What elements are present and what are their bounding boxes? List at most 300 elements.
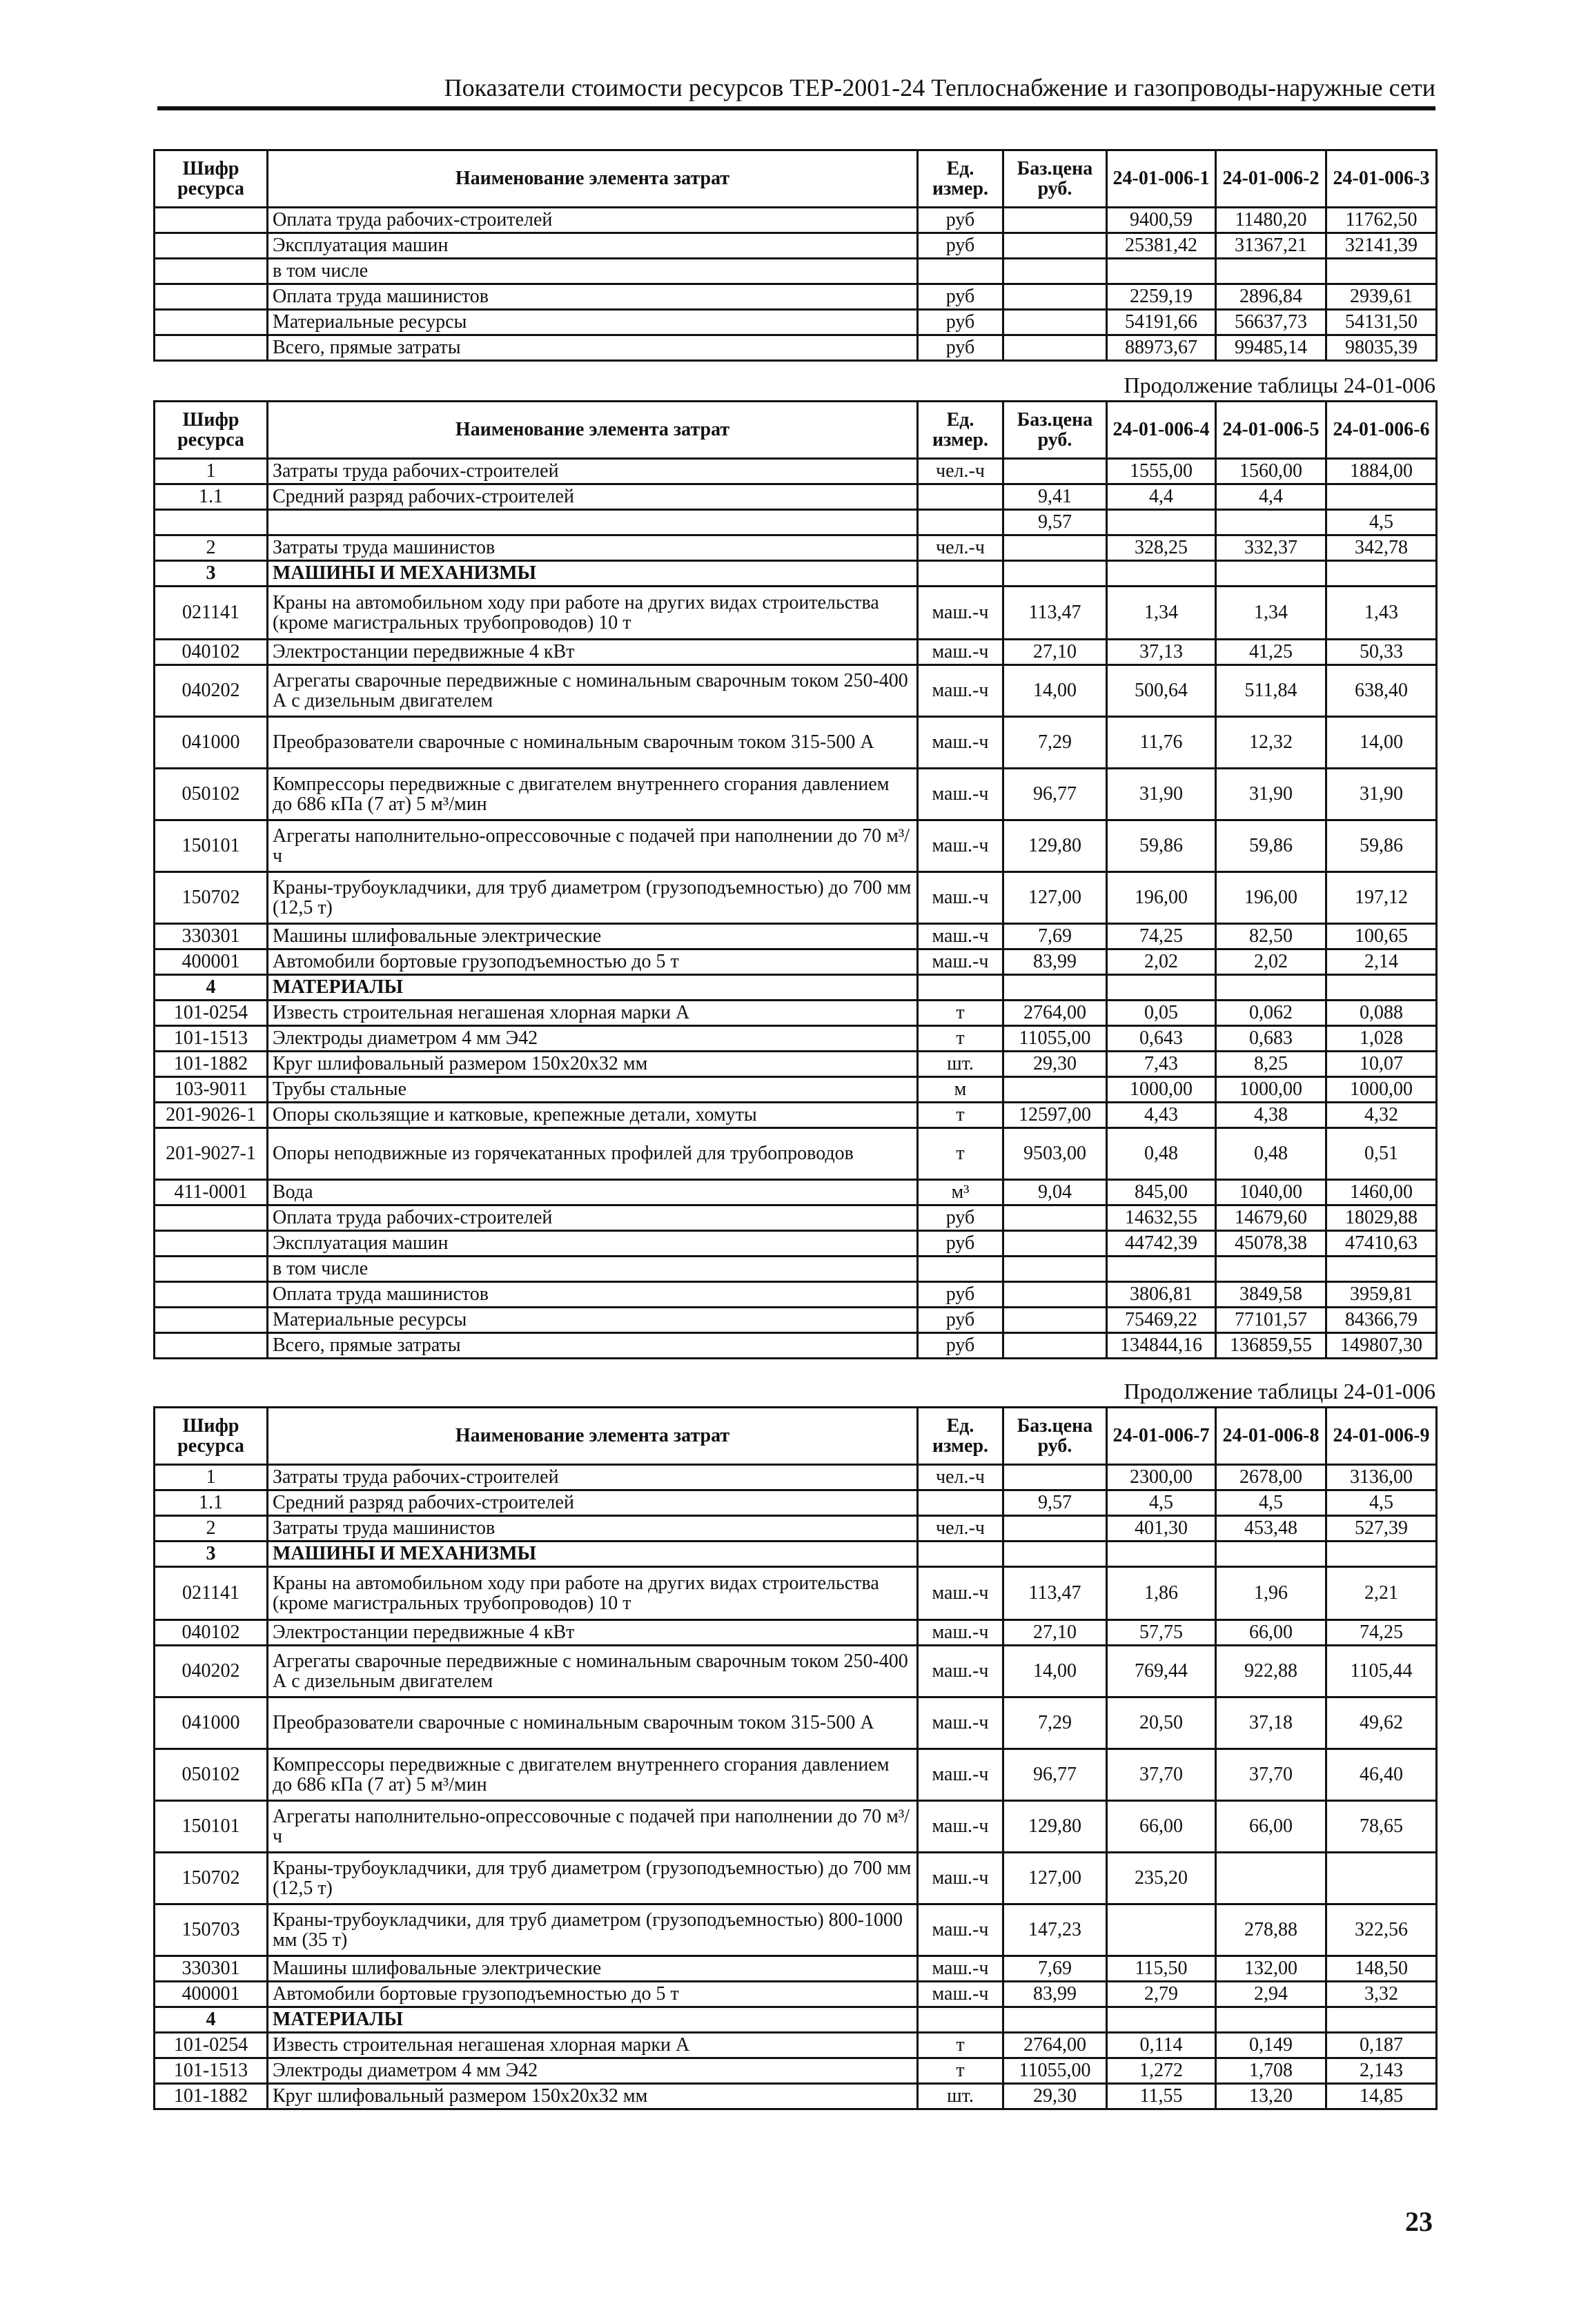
cell-price: [1003, 1308, 1107, 1333]
cell-price: [1003, 459, 1107, 484]
cell-code: 330301: [155, 924, 268, 949]
cell-price: 2764,00: [1003, 2033, 1107, 2058]
cell-unit: маш.-ч: [918, 640, 1003, 665]
cell-name: Автомобили бортовые грузоподъемностью до 5 т: [268, 1982, 918, 2007]
cell-value: 2259,19: [1107, 284, 1216, 310]
table-row: [155, 510, 1437, 535]
cell-name: Оплата труда машинистов: [268, 1282, 918, 1308]
cell-price: 9,57: [1003, 510, 1107, 535]
table-header-row: [155, 150, 1437, 208]
cell-name: Оплата труда рабочих-строителей: [268, 1205, 918, 1231]
cell-value: 98035,39: [1326, 335, 1437, 361]
cell-value: 37,18: [1216, 1697, 1326, 1749]
cell-value: 54131,50: [1326, 310, 1437, 335]
cell-name: Всего, прямые затраты: [268, 335, 918, 361]
table-row: [155, 1465, 1437, 1490]
cell-code: 040202: [155, 665, 268, 717]
cell-price: 96,77: [1003, 1749, 1107, 1801]
cell-value: 14679,60: [1216, 1205, 1326, 1231]
cell-code: [155, 1282, 268, 1308]
cell-value: 3849,58: [1216, 1282, 1326, 1308]
cell-code: 101-1513: [155, 2058, 268, 2084]
cell-code: 150702: [155, 872, 268, 924]
cell-value: 328,25: [1107, 535, 1216, 561]
col-header-rate: 24-01-006-8: [1216, 1408, 1326, 1465]
cell-name: [268, 510, 918, 535]
col-header-price: Баз.цена руб.: [1003, 402, 1107, 459]
cell-value: 0,48: [1107, 1128, 1216, 1180]
cell-name: Эксплуатация машин: [268, 1231, 918, 1257]
cost-table-1: [153, 149, 1438, 362]
cell-value: [1107, 975, 1216, 1001]
cell-price: 11055,00: [1003, 1026, 1107, 1052]
cell-value: 47410,63: [1326, 1231, 1437, 1257]
cell-value: 14632,55: [1107, 1205, 1216, 1231]
cell-value: 41,25: [1216, 640, 1326, 665]
cell-price: 14,00: [1003, 665, 1107, 717]
cell-price: 83,99: [1003, 949, 1107, 975]
table-row: [155, 335, 1437, 361]
table-row: [155, 2084, 1437, 2109]
col-header-rate: 24-01-006-7: [1107, 1408, 1216, 1465]
cell-value: 13,20: [1216, 2084, 1326, 2109]
cell-price: [1003, 975, 1107, 1001]
cell-price: 9,41: [1003, 484, 1107, 510]
cell-value: 37,70: [1216, 1749, 1326, 1801]
cell-price: 29,30: [1003, 2084, 1107, 2109]
cell-name: Агрегаты сварочные передвижные с номинальным сварочным током 250-400 А с дизельным двигателем: [268, 1646, 918, 1697]
cell-unit: шт.: [918, 1052, 1003, 1077]
cell-value: 278,88: [1216, 1904, 1326, 1956]
cell-value: 1000,00: [1326, 1077, 1437, 1103]
cell-value: 46,40: [1326, 1749, 1437, 1801]
table-row: [155, 640, 1437, 665]
cell-name: Автомобили бортовые грузоподъемностью до 5 т: [268, 949, 918, 975]
cell-code: 101-0254: [155, 1001, 268, 1026]
cell-value: 37,13: [1107, 640, 1216, 665]
cell-unit: м: [918, 1077, 1003, 1103]
cell-price: 113,47: [1003, 1567, 1107, 1620]
cell-unit: [918, 2007, 1003, 2033]
cell-name: МАШИНЫ И МЕХАНИЗМЫ: [268, 1542, 918, 1567]
cell-value: 4,4: [1107, 484, 1216, 510]
col-header-price: Баз.цена руб.: [1003, 1408, 1107, 1465]
cost-table-2: [153, 400, 1438, 1359]
cell-value: 20,50: [1107, 1697, 1216, 1749]
cell-value: [1216, 1257, 1326, 1282]
table-row: [155, 1801, 1437, 1853]
table-row: [155, 1308, 1437, 1333]
cell-value: 1,028: [1326, 1026, 1437, 1052]
cell-name: Преобразователи сварочные с номинальным сварочным током 315-500 А: [268, 717, 918, 769]
cell-value: 82,50: [1216, 924, 1326, 949]
cell-name: Средний разряд рабочих-строителей: [268, 484, 918, 510]
cell-unit: чел.-ч: [918, 535, 1003, 561]
cell-unit: маш.-ч: [918, 1982, 1003, 2007]
cell-value: [1216, 2007, 1326, 2033]
col-header-code: Шифр ресурса: [155, 150, 268, 208]
cell-value: 638,40: [1326, 665, 1437, 717]
cell-price: [1003, 1333, 1107, 1359]
cell-unit: т: [918, 1026, 1003, 1052]
table-row: [155, 459, 1437, 484]
cell-unit: маш.-ч: [918, 1620, 1003, 1646]
cell-price: [1003, 335, 1107, 361]
table-row: [155, 820, 1437, 872]
cell-unit: руб: [918, 1282, 1003, 1308]
cell-code: [155, 259, 268, 284]
cell-value: [1107, 561, 1216, 587]
cell-price: [1003, 1465, 1107, 1490]
table-body: [155, 1465, 1437, 2109]
cell-value: 11,55: [1107, 2084, 1216, 2109]
cell-code: 1.1: [155, 484, 268, 510]
cell-value: 57,75: [1107, 1620, 1216, 1646]
page-header: [157, 66, 1435, 110]
cell-value: 149807,30: [1326, 1333, 1437, 1359]
table-row: [155, 1749, 1437, 1801]
cell-price: 7,69: [1003, 924, 1107, 949]
table-row: [155, 1128, 1437, 1180]
cell-value: 2678,00: [1216, 1465, 1326, 1490]
cell-price: [1003, 1231, 1107, 1257]
cell-value: 1,86: [1107, 1567, 1216, 1620]
cell-value: 77101,57: [1216, 1308, 1326, 1333]
cell-unit: маш.-ч: [918, 820, 1003, 872]
cell-value: 2896,84: [1216, 284, 1326, 310]
cell-price: [1003, 1257, 1107, 1282]
cell-name: Краны на автомобильном ходу при работе на других видах строительства (кроме магистральных трубопроводов) 10 т: [268, 1567, 918, 1620]
table-row: [155, 1231, 1437, 1257]
cell-name: Материальные ресурсы: [268, 310, 918, 335]
cell-value: [1326, 975, 1437, 1001]
cell-unit: маш.-ч: [918, 1904, 1003, 1956]
cell-name: Электростанции передвижные 4 кВт: [268, 1620, 918, 1646]
cell-value: 196,00: [1216, 872, 1326, 924]
cell-price: [1003, 233, 1107, 259]
cell-price: 147,23: [1003, 1904, 1107, 1956]
cell-value: 11762,50: [1326, 208, 1437, 233]
cell-unit: маш.-ч: [918, 949, 1003, 975]
col-header-price: Баз.цена руб.: [1003, 150, 1107, 208]
cell-code: [155, 1205, 268, 1231]
cell-value: [1326, 2007, 1437, 2033]
cell-name: Эксплуатация машин: [268, 233, 918, 259]
cell-unit: [918, 561, 1003, 587]
cell-price: 127,00: [1003, 872, 1107, 924]
cell-value: [1107, 1542, 1216, 1567]
cost-table-3: [153, 1406, 1438, 2110]
cell-unit: руб: [918, 1205, 1003, 1231]
cell-value: 0,643: [1107, 1026, 1216, 1052]
cell-code: 040202: [155, 1646, 268, 1697]
cell-value: 1,34: [1107, 587, 1216, 640]
cell-value: 922,88: [1216, 1646, 1326, 1697]
cell-code: 021141: [155, 587, 268, 640]
cell-price: 113,47: [1003, 587, 1107, 640]
cell-value: 37,70: [1107, 1749, 1216, 1801]
cell-name: Агрегаты наполнительно-опрессовочные с подачей при наполнении до 70 м³/ч: [268, 820, 918, 872]
cell-value: 14,85: [1326, 2084, 1437, 2109]
cell-value: 31,90: [1326, 769, 1437, 820]
cell-name: Агрегаты сварочные передвижные с номинальным сварочным током 250-400 А с дизельным двигателем: [268, 665, 918, 717]
cell-value: 75469,22: [1107, 1308, 1216, 1333]
col-header-code: Шифр ресурса: [155, 1408, 268, 1465]
cell-value: 1105,44: [1326, 1646, 1437, 1697]
table-row: [155, 1001, 1437, 1026]
cell-name: Машины шлифовальные электрические: [268, 924, 918, 949]
cell-price: [1003, 561, 1107, 587]
table-row: [155, 872, 1437, 924]
cell-value: 1000,00: [1107, 1077, 1216, 1103]
cell-unit: руб: [918, 1333, 1003, 1359]
col-header-rate: 24-01-006-3: [1326, 150, 1437, 208]
cell-code: 3: [155, 561, 268, 587]
cell-unit: т: [918, 1103, 1003, 1128]
cell-value: 3806,81: [1107, 1282, 1216, 1308]
cell-value: 2,79: [1107, 1982, 1216, 2007]
cell-value: 78,65: [1326, 1801, 1437, 1853]
cell-price: [1003, 259, 1107, 284]
cell-code: 4: [155, 975, 268, 1001]
cell-value: 100,65: [1326, 924, 1437, 949]
table-row: [155, 1567, 1437, 1620]
col-header-rate: 24-01-006-1: [1107, 150, 1216, 208]
cell-unit: [918, 1490, 1003, 1516]
cell-value: 4,5: [1216, 1490, 1326, 1516]
cell-name: Краны на автомобильном ходу при работе на других видах строительства (кроме магистральных трубопроводов) 10 т: [268, 587, 918, 640]
cell-name: Краны-трубоукладчики, для труб диаметром (грузоподъемностью) 800-1000 мм (35 т): [268, 1904, 918, 1956]
table-row: [155, 1257, 1437, 1282]
header-title: Показатели стоимости ресурсов ТЕР-2001-24 Теплоснабжение и газопроводы-наружные сети: [444, 74, 1435, 101]
page-number: 23: [1405, 2206, 1433, 2237]
cell-value: [1107, 2007, 1216, 2033]
cell-name: Опоры неподвижные из горячекатанных профилей для трубопроводов: [268, 1128, 918, 1180]
cell-code: 400001: [155, 1982, 268, 2007]
cell-value: [1326, 484, 1437, 510]
cell-code: [155, 1257, 268, 1282]
cell-value: 4,43: [1107, 1103, 1216, 1128]
table-row: [155, 310, 1437, 335]
cell-value: 31,90: [1107, 769, 1216, 820]
cell-value: 32141,39: [1326, 233, 1437, 259]
cell-value: 45078,38: [1216, 1231, 1326, 1257]
cell-value: 14,00: [1326, 717, 1437, 769]
cell-value: 4,32: [1326, 1103, 1437, 1128]
cell-unit: шт.: [918, 2084, 1003, 2109]
cell-unit: т: [918, 1128, 1003, 1180]
table-row: [155, 924, 1437, 949]
table-row: [155, 949, 1437, 975]
cell-price: [1003, 1516, 1107, 1542]
cell-value: 0,114: [1107, 2033, 1216, 2058]
cell-value: 196,00: [1107, 872, 1216, 924]
cell-unit: маш.-ч: [918, 1801, 1003, 1853]
cell-price: [1003, 535, 1107, 561]
cell-value: 2,94: [1216, 1982, 1326, 2007]
col-header-name: Наименование элемента затрат: [268, 402, 918, 459]
cell-unit: чел.-ч: [918, 1516, 1003, 1542]
table-row: [155, 1180, 1437, 1205]
cell-name: МАТЕРИАЛЫ: [268, 2007, 918, 2033]
table-body: [155, 208, 1437, 361]
cell-unit: руб: [918, 335, 1003, 361]
cell-name: МАТЕРИАЛЫ: [268, 975, 918, 1001]
cell-value: 59,86: [1326, 820, 1437, 872]
cell-code: 2: [155, 1516, 268, 1542]
cell-value: 54191,66: [1107, 310, 1216, 335]
col-header-rate: 24-01-006-9: [1326, 1408, 1437, 1465]
cell-value: 25381,42: [1107, 233, 1216, 259]
cell-value: 9400,59: [1107, 208, 1216, 233]
cell-code: [155, 510, 268, 535]
cell-value: 2,21: [1326, 1567, 1437, 1620]
cell-value: 0,088: [1326, 1001, 1437, 1026]
cell-code: 150703: [155, 1904, 268, 1956]
table-row: [155, 1956, 1437, 1982]
cell-price: [1003, 310, 1107, 335]
cell-code: 201-9027-1: [155, 1128, 268, 1180]
table-row: [155, 1490, 1437, 1516]
cell-value: [1326, 1257, 1437, 1282]
cell-value: 1560,00: [1216, 459, 1326, 484]
cell-unit: маш.-ч: [918, 769, 1003, 820]
cell-value: 322,56: [1326, 1904, 1437, 1956]
cell-unit: т: [918, 1001, 1003, 1026]
cell-value: 136859,55: [1216, 1333, 1326, 1359]
cell-value: 115,50: [1107, 1956, 1216, 1982]
table-row: [155, 1103, 1437, 1128]
cell-code: [155, 208, 268, 233]
cell-price: 129,80: [1003, 820, 1107, 872]
cell-value: [1107, 1904, 1216, 1956]
cell-unit: маш.-ч: [918, 1646, 1003, 1697]
cell-code: 041000: [155, 1697, 268, 1749]
cell-code: 4: [155, 2007, 268, 2033]
cell-code: 1.1: [155, 1490, 268, 1516]
cell-value: 99485,14: [1216, 335, 1326, 361]
table-row: [155, 1052, 1437, 1077]
cell-name: Оплата труда рабочих-строителей: [268, 208, 918, 233]
cell-value: 56637,73: [1216, 310, 1326, 335]
col-header-unit: Ед. измер.: [918, 150, 1003, 208]
cell-name: Известь строительная негашеная хлорная марки А: [268, 1001, 918, 1026]
table-row: [155, 259, 1437, 284]
cell-value: [1326, 1853, 1437, 1904]
col-header-unit: Ед. измер.: [918, 1408, 1003, 1465]
cell-price: 7,29: [1003, 717, 1107, 769]
col-header-code: Шифр ресурса: [155, 402, 268, 459]
cell-name: в том числе: [268, 1257, 918, 1282]
cell-name: Трубы стальные: [268, 1077, 918, 1103]
cell-value: 1884,00: [1326, 459, 1437, 484]
cell-price: 129,80: [1003, 1801, 1107, 1853]
table-row: [155, 587, 1437, 640]
cell-code: 041000: [155, 717, 268, 769]
cell-value: 148,50: [1326, 1956, 1437, 1982]
cell-name: Агрегаты наполнительно-опрессовочные с подачей при наполнении до 70 м³/ч: [268, 1801, 918, 1853]
table-row: [155, 975, 1437, 1001]
cell-value: 2,143: [1326, 2058, 1437, 2084]
cell-name: Электроды диаметром 4 мм Э42: [268, 1026, 918, 1052]
cell-name: Компрессоры передвижные с двигателем внутреннего сгорания давлением до 686 кПа (7 ат) 5 м³/мин: [268, 1749, 918, 1801]
cell-code: 021141: [155, 1567, 268, 1620]
cell-value: 197,12: [1326, 872, 1437, 924]
cell-name: в том числе: [268, 259, 918, 284]
table-header-row: [155, 402, 1437, 459]
cell-value: 235,20: [1107, 1853, 1216, 1904]
cell-unit: руб: [918, 208, 1003, 233]
table-header-row: [155, 1408, 1437, 1465]
cell-unit: руб: [918, 284, 1003, 310]
cell-name: Средний разряд рабочих-строителей: [268, 1490, 918, 1516]
table-row: [155, 1904, 1437, 1956]
cell-code: [155, 1333, 268, 1359]
cell-value: 1040,00: [1216, 1180, 1326, 1205]
cell-value: 1000,00: [1216, 1077, 1326, 1103]
cell-value: 0,683: [1216, 1026, 1326, 1052]
cell-price: 14,00: [1003, 1646, 1107, 1697]
cell-unit: маш.-ч: [918, 924, 1003, 949]
table-row: [155, 284, 1437, 310]
cell-code: 330301: [155, 1956, 268, 1982]
table-row: [155, 1853, 1437, 1904]
cell-value: 511,84: [1216, 665, 1326, 717]
table-row: [155, 1646, 1437, 1697]
table-row: [155, 717, 1437, 769]
cell-value: [1216, 510, 1326, 535]
table-row: [155, 1205, 1437, 1231]
cell-value: 66,00: [1216, 1801, 1326, 1853]
cell-code: 103-9011: [155, 1077, 268, 1103]
cell-value: 500,64: [1107, 665, 1216, 717]
cell-code: 101-1882: [155, 2084, 268, 2109]
cell-value: 2939,61: [1326, 284, 1437, 310]
cell-value: 4,5: [1107, 1490, 1216, 1516]
cell-value: 401,30: [1107, 1516, 1216, 1542]
cell-code: [155, 1231, 268, 1257]
col-header-rate: 24-01-006-4: [1107, 402, 1216, 459]
table-body: [155, 459, 1437, 1359]
cell-code: 040102: [155, 1620, 268, 1646]
col-header-name: Наименование элемента затрат: [268, 150, 918, 208]
cell-value: 1555,00: [1107, 459, 1216, 484]
cell-value: [1216, 975, 1326, 1001]
cell-value: 4,38: [1216, 1103, 1326, 1128]
col-header-rate: 24-01-006-5: [1216, 402, 1326, 459]
cell-value: 2,02: [1107, 949, 1216, 975]
table-row: [155, 484, 1437, 510]
cell-value: [1216, 561, 1326, 587]
cell-name: Круг шлифовальный размером 150х20х32 мм: [268, 1052, 918, 1077]
cell-value: 0,48: [1216, 1128, 1326, 1180]
cell-unit: маш.-ч: [918, 665, 1003, 717]
cell-value: 59,86: [1216, 820, 1326, 872]
cell-unit: маш.-ч: [918, 587, 1003, 640]
cell-unit: руб: [918, 310, 1003, 335]
cell-unit: маш.-ч: [918, 1853, 1003, 1904]
cell-name: Затраты труда рабочих-строителей: [268, 1465, 918, 1490]
cell-price: 7,29: [1003, 1697, 1107, 1749]
cell-value: 49,62: [1326, 1697, 1437, 1749]
cell-code: 101-1513: [155, 1026, 268, 1052]
cell-name: Преобразователи сварочные с номинальным сварочным током 315-500 А: [268, 1697, 918, 1749]
continuation-label: Продолжение таблицы 24-01-006: [1124, 1379, 1435, 1404]
cell-unit: т: [918, 2033, 1003, 2058]
cell-name: Затраты труда машинистов: [268, 1516, 918, 1542]
cell-value: 11480,20: [1216, 208, 1326, 233]
cell-name: Известь строительная негашеная хлорная марки А: [268, 2033, 918, 2058]
